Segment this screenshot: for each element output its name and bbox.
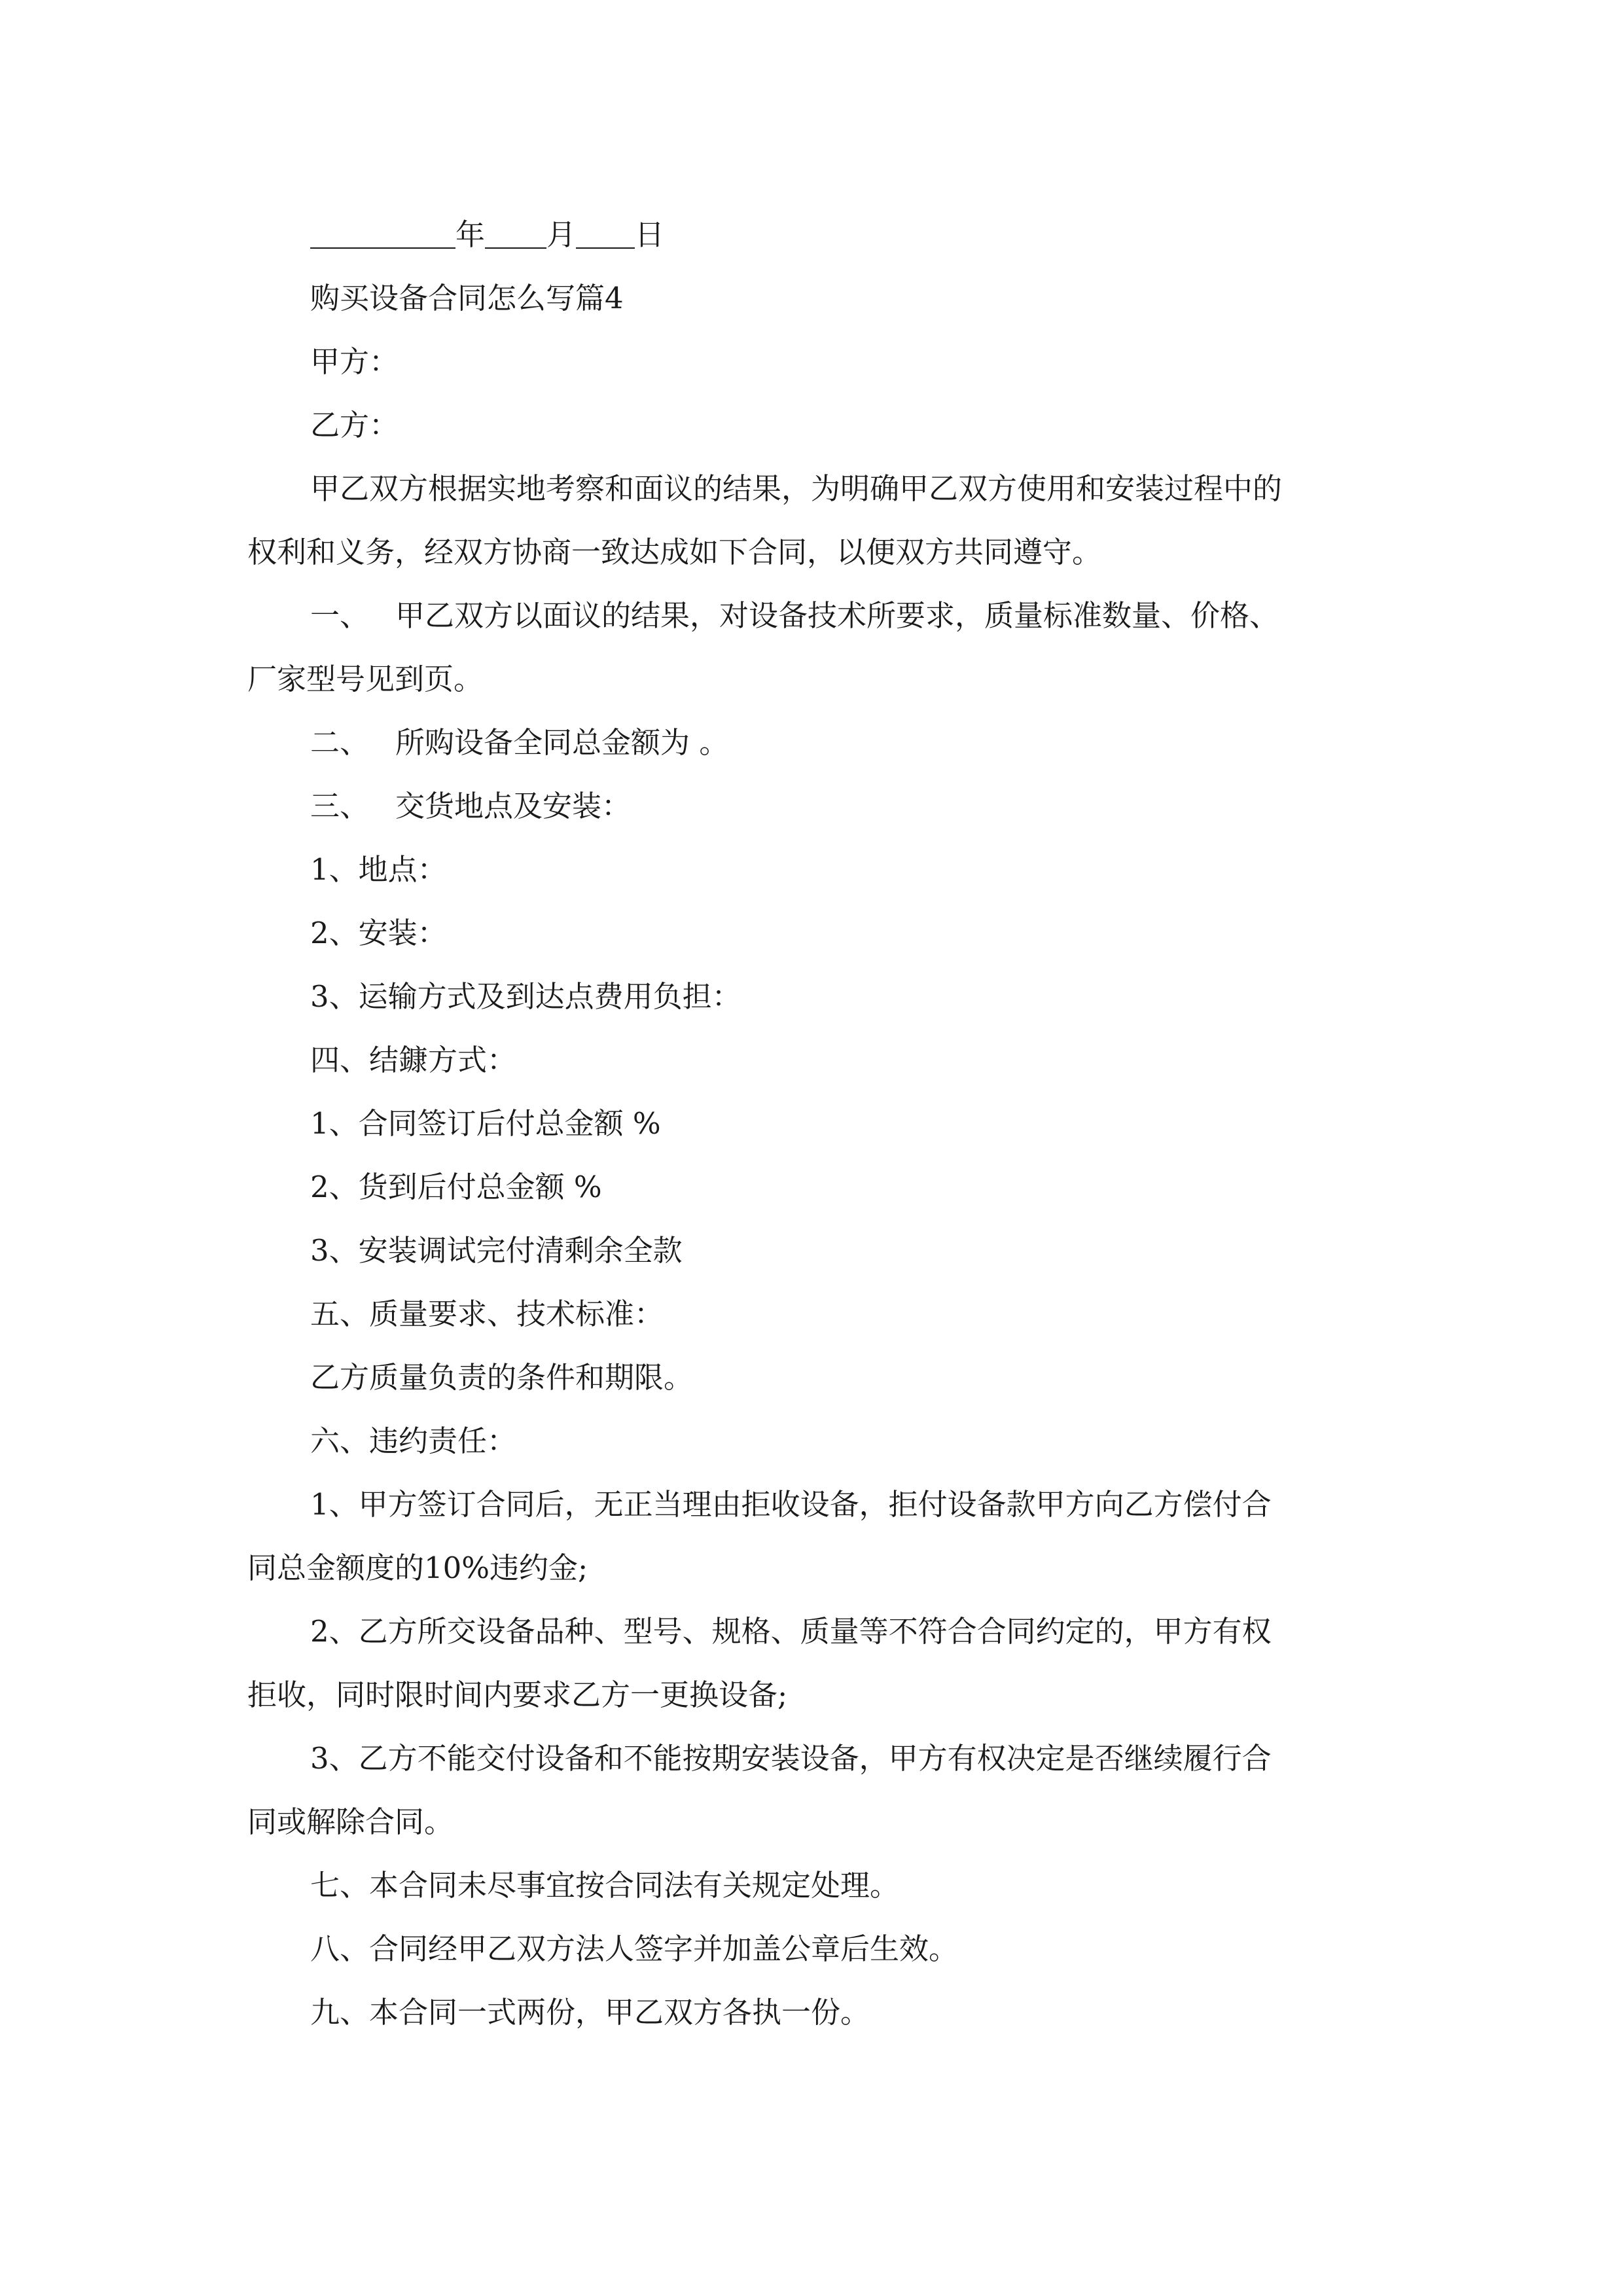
month-label: 月 [546,217,577,252]
clause-3-number: 三、 [310,789,370,823]
clause-6-heading: 六、违约责任： [310,1424,517,1458]
clause-4-heading: 四、结鏮方式： [310,1043,517,1077]
intro-line-2: 权利和义务，经双方协商一致达成如下合同，以便双方共同遵守。 [247,535,1102,569]
clause-3-text: 交货地点及安装： [395,789,632,823]
document-title: 购买设备合同怎么写篇4 [310,281,624,315]
year-label: 年 [455,217,486,252]
clause-4-item: 3、安装调试完付清剩余全款 [310,1233,683,1268]
day-label: 日 [635,217,665,252]
party-b-label: 乙方： [310,408,399,442]
clause-6-item-1-line-2: 同总金额度的10%违约金; [247,1551,588,1585]
clause-6-item-2-line-2: 拒收，同时限时间内要求乙方一更换设备; [247,1677,788,1712]
clause-1-text: 甲乙双方以面议的结果，对设备技术所要求，质量标准数量、价格、 [395,598,1279,633]
clause-8: 八、合同经甲乙双方法人签字并加盖公章后生效。 [310,1931,959,1966]
clause-9: 九、本合同一式两份，甲乙双方各执一份。 [310,1995,870,2030]
year-blank [310,211,455,249]
clause-6-item-2-line-1: 2、乙方所交设备品种、型号、规格、质量等不符合合同约定的，甲方有权 [310,1614,1272,1649]
clause-1-line-1 [247,584,1376,647]
clause-1-number: 一、 [310,598,370,633]
party-a-label: 甲方： [310,344,399,379]
clause-3-item: 3、运输方式及到达点费用负担： [310,979,741,1014]
clause-2 [247,711,1376,774]
day-blank [576,211,635,249]
clause-6-item-1-line-1: 1、甲方签订合同后，无正当理由拒收设备，拒付设备款甲方向乙方偿付合 [310,1487,1272,1522]
document-body [247,203,1376,2044]
clause-5-text: 乙方质量负责的条件和期限。 [310,1360,694,1395]
clause-3-item: 1、地点： [310,852,447,887]
clause-3 [247,774,1376,838]
clause-4-item: 2、货到后付总金额 % [310,1170,602,1204]
clause-5-heading: 五、质量要求、技术标准： [310,1297,664,1331]
clause-7: 七、本合同未尽事宜按合同法有关规定处理。 [310,1868,900,1903]
clause-1-line-2: 厂家型号见到页。 [247,662,484,696]
clause-3-item: 2、安装： [310,916,447,950]
clause-2-text: 所购设备全同总金额为 。 [395,725,729,760]
month-blank [485,211,546,249]
date-line [247,203,1376,266]
intro-line-1: 甲乙双方根据实地考察和面议的结果，为明确甲乙双方使用和安装过程中的 [310,471,1283,506]
clause-4-item: 1、合同签订后付总金额 % [310,1106,661,1141]
clause-6-item-3-line-1: 3、乙方不能交付设备和不能按期安装设备，甲方有权决定是否继续履行合 [310,1741,1272,1776]
clause-2-number: 二、 [310,725,370,760]
clause-6-item-3-line-2: 同或解除合同。 [247,1804,454,1839]
